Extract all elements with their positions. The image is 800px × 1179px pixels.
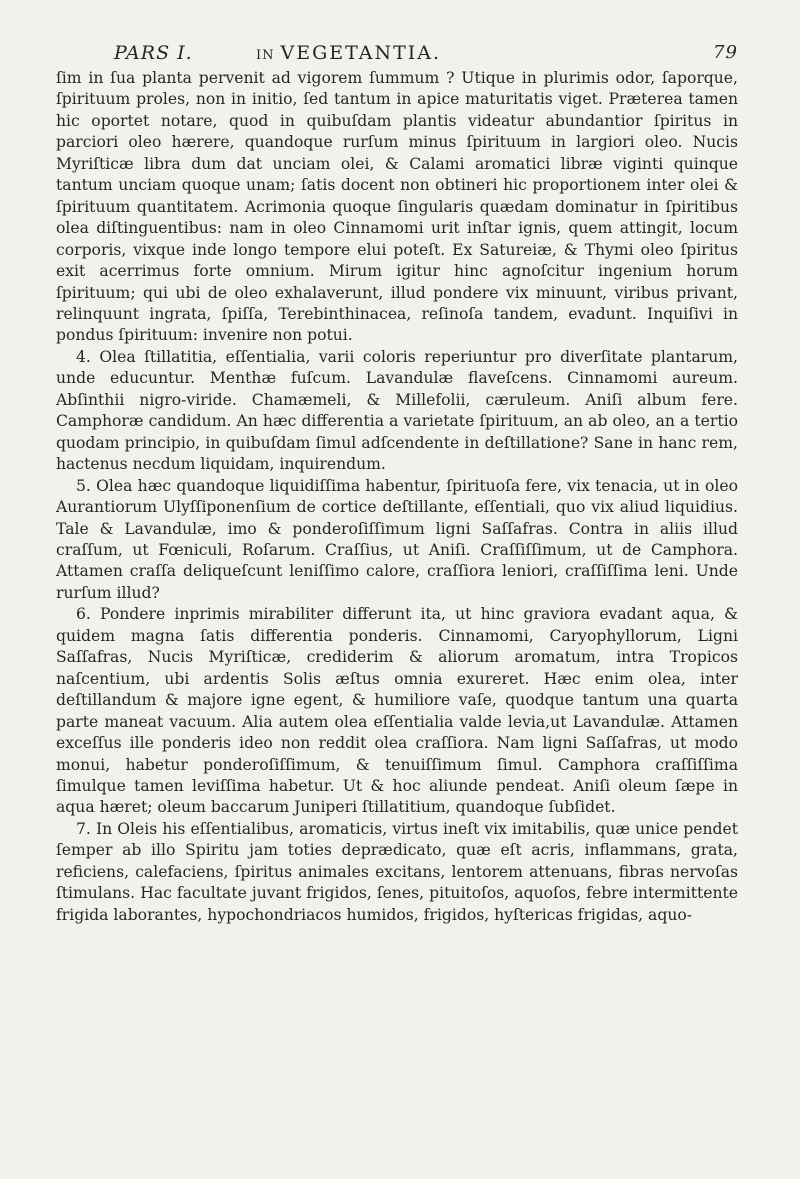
running-head-in: IN <box>256 48 275 63</box>
paragraph-7: 7. In Oleis his eſſentialibus, aromaticis, virtus ineſt vix imitabilis, quæ unice pendet ſemper ab illo Spiritu jam toties deprædicato, quæ eſt acris, inflammans, grata, reficiens, calefaciens, ſpiritus animales excitans, lentorem attenuans, fibras nervoſas ſtimulans. Hac facultate juvant frigidos, ſenes, pituitoſos, aquoſos, febre intermittente frigida laborantes, hypochondriacos humidos, frigidos, hyſtericas frigidas, aquo- <box>56 819 738 924</box>
body-text <box>56 68 738 926</box>
running-head-section <box>256 42 441 64</box>
paragraph-continued: ſim in ſua planta pervenit ad vigorem ſummum ? Utique in plurimis odor, ſaporque, ſpirituum proles, non in initio, ſed tantum in apice maturitatis viget. Præterea tamen hic oportet notare, quod in quibuſdam plantis videatur abundantior ſpiritus in parciori oleo hærere, quandoque rurſum minus ſpirituum in largiori oleo. Nucis Myriſticæ libra dum dat unciam olei, & Calami aromatici libræ viginti quinque tantum unciam quoque unam; ſatis docent non obtineri hic proportionem inter olei & ſpirituum quantitatem. Acrimonia quoque ſingularis quædam dominatur in ſpiritibus olea diſtinguentibus: nam in oleo Cinnamomi urit inſtar ignis, quem attingit, locum corporis, vixque inde longo tempore elui poteſt. Ex Satureiæ, & Thymi oleo ſpiritus exit acerrimus forte omnium. Mirum igitur hinc agnoſcitur ingenium horum ſpirituum; qui ubi de oleo exhalaverunt, illud pondere vix minuunt, viribus privant, relinquunt ingrata, ſpiſſa, Terebinthinacea, reſinoſa tandem, evadunt. Inquiſivi in pondus ſpirituum: invenire non potui. <box>56 69 738 345</box>
paragraph-6: 6. Pondere inprimis mirabiliter differunt ita, ut hinc graviora evadant aqua, & quidem magna ſatis differentia ponderis. Cinnamomi, Caryophyllorum, Ligni Saſſafras, Nucis Myriſticæ, crediderim & aliorum aromatum, intra Tropicos naſcentium, ubi ardentis Solis æſtus omnia exureret. Hæc enim olea, inter deſtillandum & majore igne egent, & humiliore vaſe, quodque tantum una quarta parte maneat vacuum. Alia autem olea eſſentialia valde levia,ut Lavandulæ. Attamen exceſſus ille ponderis ideo non reddit olea craſſiora. Nam ligni Saſſafras, ut modo monui, habetur ponderoſiſſimum, & tenuiſſimum ſimul. Camphora craſſiſſima ſimulque tamen leviſſima habetur. Ut & hoc aliunde pendeat. Aniſi oleum ſæpe in aqua hæret; oleum baccarum Juniperi ſtillatitium, quandoque ſubſidet. <box>56 605 738 817</box>
paragraph-4: 4. Olea ſtillatitia, eſſentialia, varii coloris reperiuntur pro diverſitate plantarum, unde educuntur. Menthæ fuſcum. Lavandulæ flaveſcens. Cinnamomi aureum. Abſinthii nigro-viride. Chamæmeli, & Millefolii, cæruleum. Aniſi album fere. Camphoræ candidum. An hæc differentia a varietate ſpirituum, an ab oleo, an a tertio quodam principio, in quibuſdam ſimul adſcendente in deſtillatione? Sane in hanc rem, hactenus necdum liquidam, inquirendum. <box>56 347 738 474</box>
running-head-title: VEGETANTIA. <box>280 42 442 64</box>
page-number: 79 <box>713 42 738 63</box>
running-head <box>56 40 738 66</box>
running-head-part: PARS I. <box>114 42 193 64</box>
paragraph-5: 5. Olea hæc quandoque liquidiſſima habentur, ſpirituoſa fere, vix tenacia, ut in oleo Aurantiorum Ulyſſiponenſium de cortice deſtillante, eſſentiali, quo vix aliud liquidius. Tale & Lavandulæ, imo & ponderoſiſſimum ligni Saſſafras. Contra in aliis illud craſſum, ut Fœniculi, Roſarum. Craſſius, ut Aniſi. Craſſiſſimum, ut de Camphora. Attamen craſſa deliqueſcunt leniſſimo calore, craſſiora leniori, craſſiſſima leni. Unde rurſum illud? <box>56 476 738 602</box>
